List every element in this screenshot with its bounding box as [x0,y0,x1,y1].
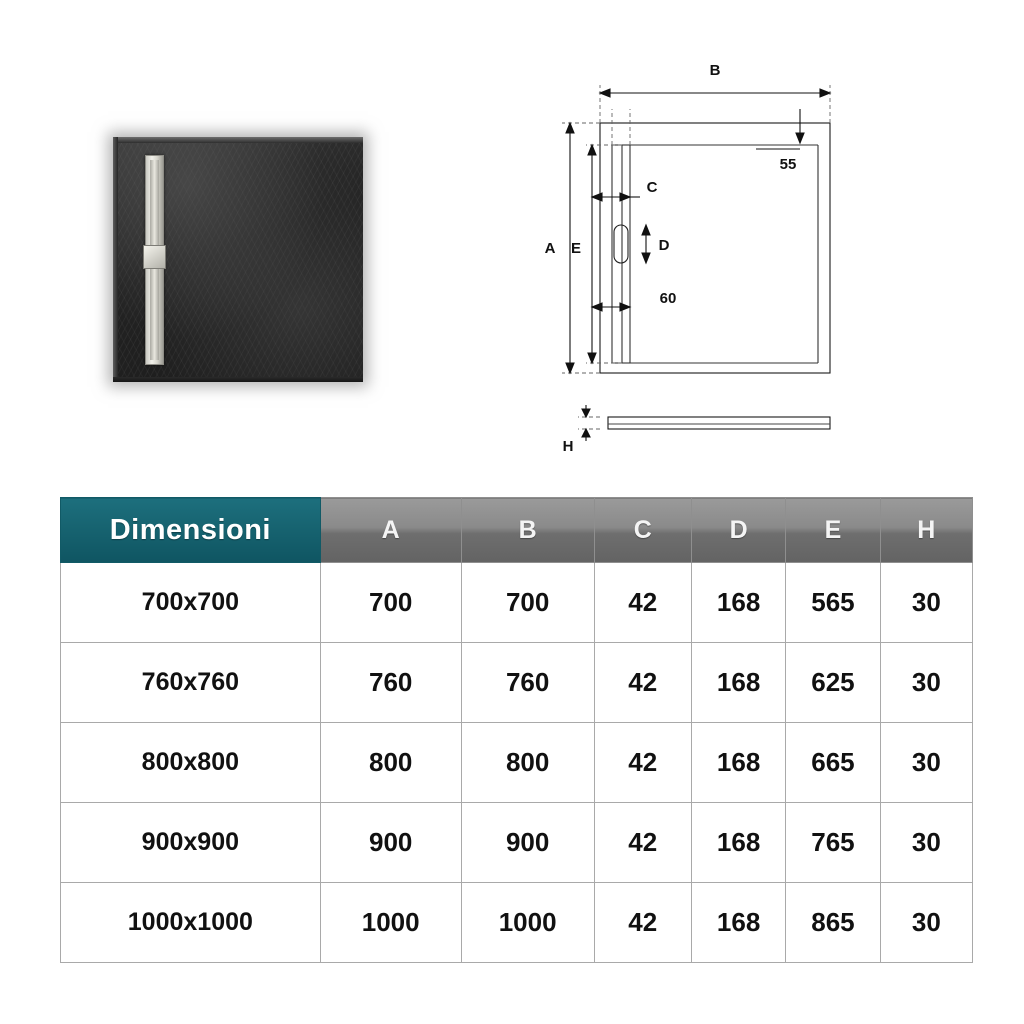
table-row [61,883,973,963]
tray-edge-bottom [113,377,363,382]
drain-cap [143,245,166,269]
table-header-b: B [461,498,594,563]
cell-h: 30 [880,643,972,723]
cell-e: 665 [786,723,880,803]
callout-55: 55 [779,156,797,173]
tray-edge-left [113,137,118,382]
technical-drawing [500,45,900,475]
callout-60: 60 [659,290,677,307]
tray-thickness-view [608,417,830,429]
cell-h: 30 [880,803,972,883]
cell-e: 625 [786,643,880,723]
table-row [61,643,973,723]
cell-d: 168 [691,803,785,883]
cell-a: 900 [320,803,461,883]
cell-c: 42 [594,883,691,963]
dimension-label-H: H [562,438,574,455]
cell-a: 760 [320,643,461,723]
dimension-label-D: D [658,237,670,254]
cell-h: 30 [880,563,972,643]
cell-size: 900x900 [61,803,321,883]
cell-b: 1000 [461,883,594,963]
table-row [61,723,973,803]
table-header-row [61,498,973,563]
cell-size: 800x800 [61,723,321,803]
cell-c: 42 [594,723,691,803]
table-header-c: C [594,498,691,563]
cell-c: 42 [594,643,691,723]
cell-a: 800 [320,723,461,803]
table-row [61,563,973,643]
cell-size: 700x700 [61,563,321,643]
cell-d: 168 [691,723,785,803]
cell-e: 565 [786,563,880,643]
dimensions-table [60,497,973,963]
product-photo [113,137,363,382]
cell-b: 700 [461,563,594,643]
cell-size: 1000x1000 [61,883,321,963]
cell-c: 42 [594,803,691,883]
table-row [61,803,973,883]
dimension-label-E: E [570,240,582,257]
cell-size: 760x760 [61,643,321,723]
cell-a: 700 [320,563,461,643]
cell-h: 30 [880,723,972,803]
table-header-e: E [786,498,880,563]
cell-d: 168 [691,563,785,643]
dimension-label-A: A [544,240,556,257]
cell-b: 800 [461,723,594,803]
table-header-h: H [880,498,972,563]
cell-c: 42 [594,563,691,643]
cell-d: 168 [691,883,785,963]
cell-d: 168 [691,643,785,723]
dimension-label-C: C [646,179,658,196]
cell-a: 1000 [320,883,461,963]
cell-b: 760 [461,643,594,723]
cell-e: 765 [786,803,880,883]
dimension-label-B: B [709,62,721,79]
table-title-cell: Dimensioni [61,498,321,563]
table-header-a: A [320,498,461,563]
tray-edge-top [113,137,363,143]
cell-b: 900 [461,803,594,883]
cell-e: 865 [786,883,880,963]
table-header-d: D [691,498,785,563]
cell-h: 30 [880,883,972,963]
